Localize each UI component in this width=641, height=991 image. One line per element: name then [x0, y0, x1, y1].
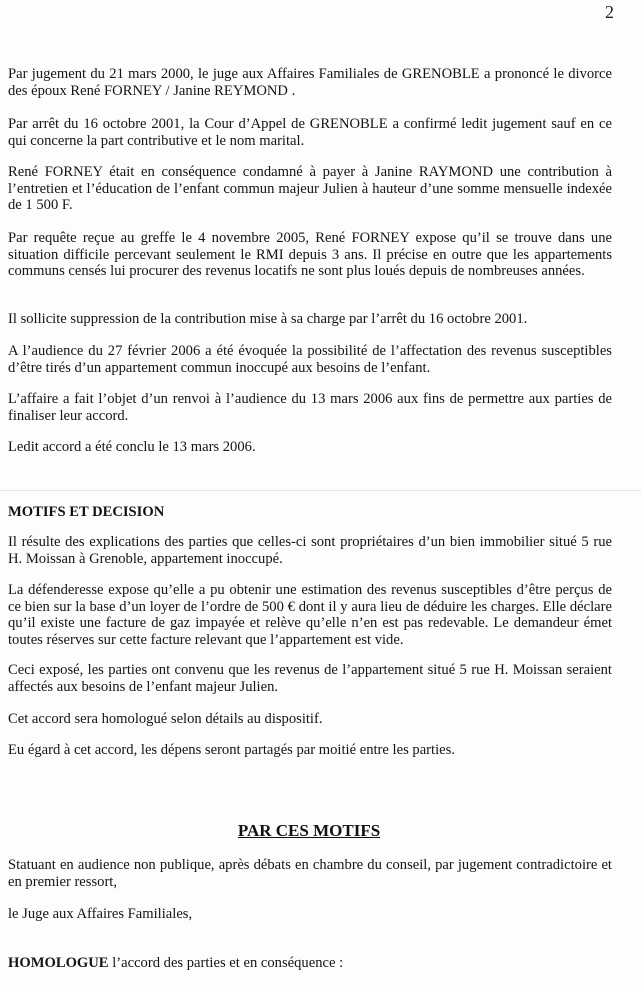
paragraph-agreement-concluded: Ledit accord a été conclu le 13 mars 2006. [8, 439, 256, 455]
paragraph-costs: Eu égard à cet accord, les dépens seront partagés par moitié entre les parties. [8, 742, 455, 758]
homologue-rest: l’accord des parties et en conséquence : [108, 955, 344, 971]
scan-artifact-line [0, 490, 641, 491]
paragraph-property-owners: Il résulte des explications des parties que celles-ci sont propriétaires d’un bien immobilier situé 5 rue H. Moissan à Grenoble, appartement inoccupé. [8, 534, 612, 567]
heading-motifs-decision: MOTIFS ET DECISION [8, 504, 165, 520]
paragraph-defendant-statement: La défenderesse expose qu’elle a pu obtenir une estimation des revenus susceptibles d’être perçus de ce bien sur la base d’un loyer de l’ordre de 500 € dont il y aura lieu de déduire les charges. Elle déclare qu’il existe une facture de gaz impayée et relève qu’elle n’en est pas redevable. Le demandeur émet toutes réserves sur cette facture relevant que l’appartement est vide. [8, 582, 612, 648]
paragraph-appeal-2001: Par arrêt du 16 octobre 2001, la Cour d’Appel de GRENOBLE a confirmé ledit jugement sauf en ce qui concerne la part contributive et le nom marital. [8, 116, 612, 149]
paragraph-judgment-2000: Par jugement du 21 mars 2000, le juge aux Affaires Familiales de GRENOBLE a prononcé le divorce des époux René FORNEY / Janine REYMOND . [8, 66, 612, 99]
heading-par-ces-motifs: PAR CES MOTIFS [237, 821, 381, 840]
homologue-lead: HOMOLOGUE [8, 955, 109, 971]
paragraph-homologue [8, 955, 612, 972]
paragraph-parties-agreement: Ceci exposé, les parties ont convenu que les revenus de l’appartement situé 5 rue H. Moissan seraient affectés aux besoins de l’enfant majeur Julien. [8, 662, 612, 695]
paragraph-homologation: Cet accord sera homologué selon détails au dispositif. [8, 711, 323, 727]
paragraph-postponement: L’affaire a fait l’objet d’un renvoi à l’audience du 13 mars 2006 aux fins de permettre aux parties de finaliser leur accord. [8, 391, 612, 424]
paragraph-request-2005: Par requête reçue au greffe le 4 novembre 2005, René FORNEY expose qu’il se trouve dans une situation difficile percevant seulement le RMI depuis 3 ans. Il précise en outre que les appartements communs censés lui procurer des revenus locatifs ne sont plus loués depuis de nombreuses années. [8, 230, 612, 279]
paragraph-judge: le Juge aux Affaires Familiales, [8, 906, 193, 922]
paragraph-ruling: Statuant en audience non publique, après débats en chambre du conseil, par jugement contradictoire et en premier ressort, [8, 857, 612, 890]
paragraph-suppression-request: Il sollicite suppression de la contribution mise à sa charge par l’arrêt du 16 octobre 2001. [8, 311, 528, 327]
page-number: 2 [605, 2, 614, 22]
paragraph-hearing-2006: A l’audience du 27 février 2006 a été évoquée la possibilité de l’affectation des revenus susceptibles d’être tirés d’un appartement commun inoccupé aux besoins de l’enfant. [8, 343, 612, 376]
paragraph-contribution: René FORNEY était en conséquence condamné à payer à Janine RAYMOND une contribution à l’entretien et l’éducation de l’enfant commun majeur Julien à hauteur d’une somme mensuelle indexée de 1 500 F. [8, 164, 612, 213]
